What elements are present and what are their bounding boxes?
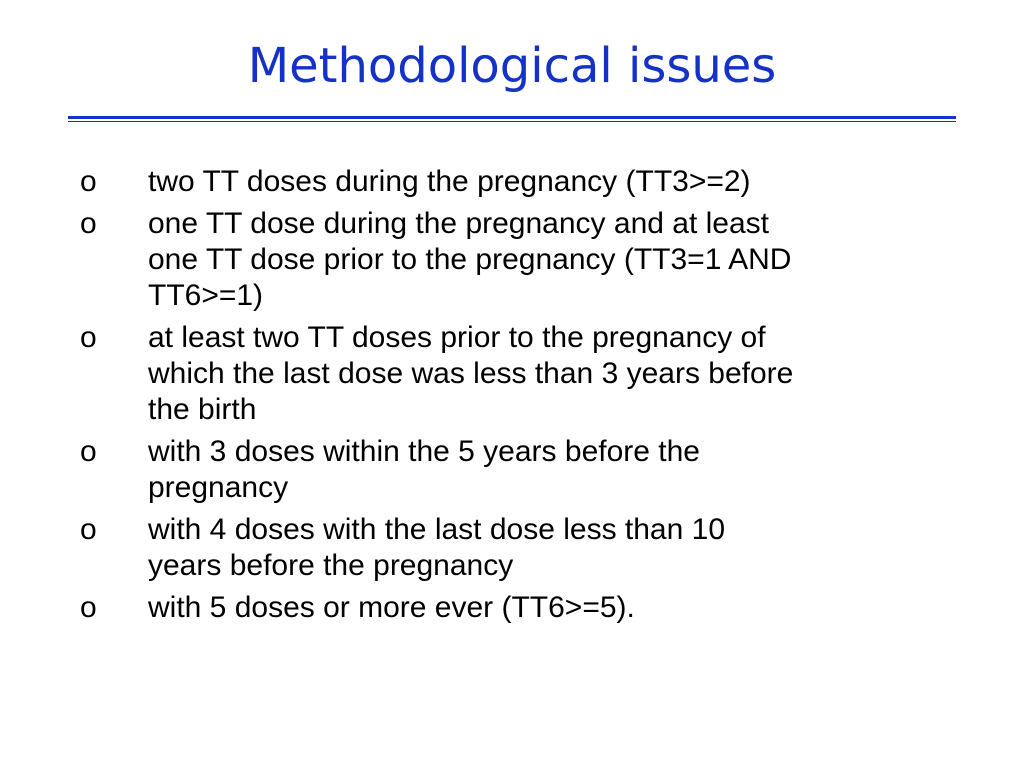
bullet-item — [0, 320, 1024, 428]
bullet-item — [0, 434, 1024, 506]
bullet-text: with 5 doses or more ever (TT6>=5). — [148, 591, 635, 624]
bullet-marker: o — [80, 165, 97, 198]
title-divider-thick — [68, 116, 956, 119]
bullet-text: with 4 doses with the last dose less than 10 years before the pregnancy — [148, 513, 726, 582]
bullet-marker: o — [80, 435, 97, 468]
bullet-item — [0, 206, 1024, 314]
bullet-list — [0, 164, 1024, 632]
bullet-marker: o — [80, 591, 97, 624]
bullet-item — [0, 164, 1024, 200]
bullet-text: two TT doses during the pregnancy (TT3>=2) — [148, 165, 751, 198]
bullet-marker: o — [80, 207, 97, 240]
bullet-item — [0, 590, 1024, 626]
bullet-item — [0, 512, 1024, 584]
bullet-marker: o — [80, 513, 97, 546]
bullet-text: one TT dose during the pregnancy and at least one TT dose prior to the pregnancy (TT3=1 AND TT6>=1) — [148, 207, 792, 312]
slide-title: Methodological issues — [247, 38, 777, 94]
bullet-text: with 3 doses within the 5 years before the pregnancy — [148, 435, 700, 504]
bullet-marker: o — [80, 321, 97, 354]
title-divider-thin — [68, 121, 956, 122]
bullet-text: at least two TT doses prior to the pregnancy of which the last dose was less than 3 years before the birth — [148, 321, 794, 426]
